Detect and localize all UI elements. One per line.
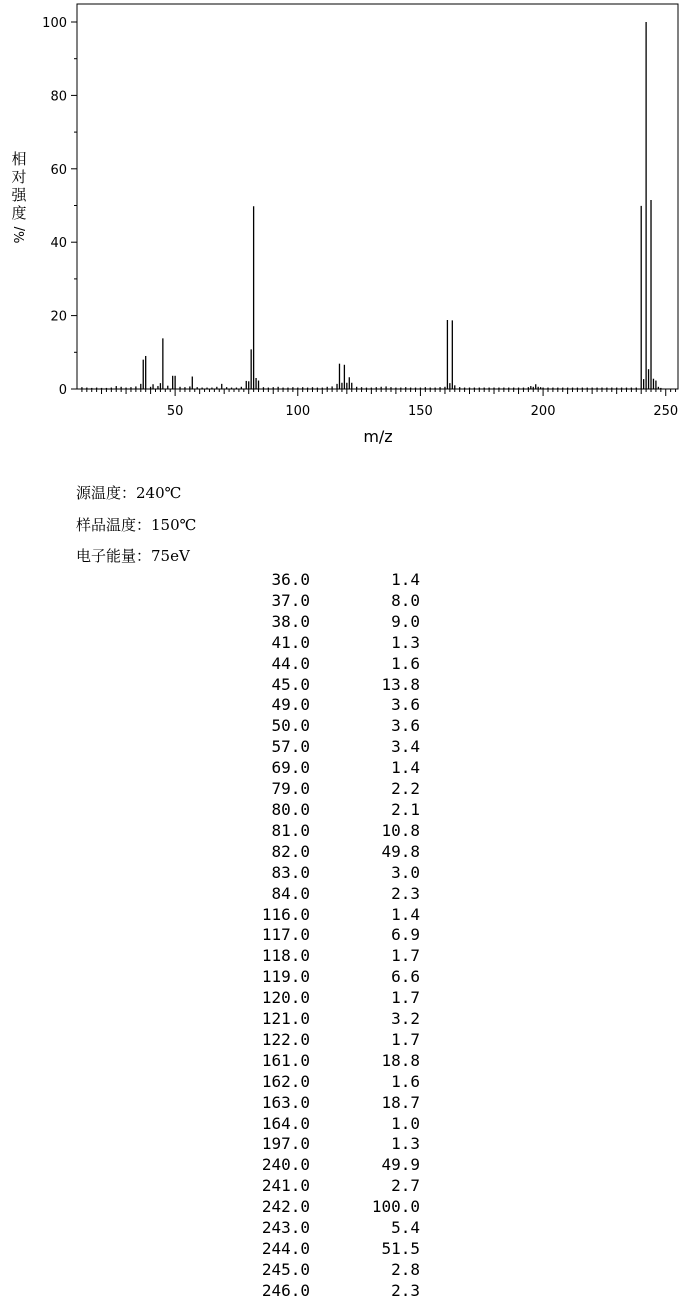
y-tick-label: 40 [50, 236, 67, 252]
peak-mz: 122.0 [261, 1029, 310, 1049]
peak-abundance: 9.0 [391, 611, 420, 631]
peak-mz: 83.0 [271, 862, 310, 882]
peak-row [230, 633, 420, 654]
peak-row [230, 1114, 420, 1135]
peak-row [230, 800, 420, 821]
peak-abundance: 2.2 [391, 779, 420, 799]
peak-row [230, 591, 420, 612]
peak-abundance: 1.6 [391, 1071, 420, 1091]
peak-mz: 242.0 [261, 1197, 310, 1217]
peak-row [230, 716, 420, 737]
y-tick-label: 20 [50, 309, 67, 325]
peak-mz: 121.0 [261, 1009, 310, 1029]
peak-mz: 164.0 [261, 1113, 310, 1133]
peak-mz: 197.0 [261, 1134, 310, 1154]
peak-mz: 120.0 [261, 988, 310, 1008]
peak-row [230, 988, 420, 1009]
peak-abundance: 51.5 [381, 1239, 420, 1258]
peak-row [230, 905, 420, 926]
peak-mz: 116.0 [261, 904, 310, 924]
mass-spectrum-chart [0, 0, 680, 460]
peak-mz: 244.0 [261, 1239, 310, 1258]
peak-row [230, 779, 420, 800]
peak-row [230, 946, 420, 967]
peak-row [230, 612, 420, 633]
peak-mz: 246.0 [261, 1280, 310, 1300]
peak-row [230, 1197, 420, 1218]
y-axis-label [10, 150, 32, 244]
peak-abundance: 18.8 [381, 1050, 420, 1070]
peak-abundance: 5.4 [391, 1218, 420, 1238]
peak-row [230, 570, 420, 591]
x-tick-label: 250 [653, 404, 679, 419]
y-tick-label: 0 [58, 383, 67, 398]
peak-table [230, 570, 420, 1302]
x-tick-label: 200 [530, 404, 556, 419]
peak-row [230, 737, 420, 758]
peak-row [230, 695, 420, 716]
peak-abundance: 1.4 [391, 904, 420, 924]
peak-mz: 37.0 [271, 590, 310, 610]
peak-mz: 119.0 [261, 967, 310, 987]
electron-energy: 电子能量：75eV [76, 547, 190, 565]
peak-abundance: 1.7 [391, 1029, 420, 1049]
peak-row [230, 1134, 420, 1155]
sample-temperature: 样品温度：150℃ [76, 516, 197, 534]
peak-abundance: 1.4 [391, 570, 420, 589]
peak-mz: 50.0 [271, 716, 310, 736]
peak-abundance: 1.4 [391, 758, 420, 778]
peak-mz: 245.0 [261, 1259, 310, 1279]
peak-mz: 80.0 [271, 799, 310, 819]
peak-row [230, 884, 420, 905]
peak-abundance: 3.4 [391, 737, 420, 757]
peak-abundance: 13.8 [381, 674, 420, 694]
peak-abundance: 18.7 [381, 1092, 420, 1112]
peak-row [230, 1030, 420, 1051]
peak-row [230, 758, 420, 779]
peak-mz: 161.0 [261, 1050, 310, 1070]
peak-mz: 163.0 [261, 1092, 310, 1112]
x-axis-label: m/z [363, 427, 393, 446]
peak-mz: 69.0 [271, 758, 310, 778]
peak-row [230, 863, 420, 884]
peak-abundance: 1.6 [391, 653, 420, 673]
peak-row [230, 842, 420, 863]
peak-mz: 38.0 [271, 611, 310, 631]
peak-mz: 44.0 [271, 653, 310, 673]
peak-mz: 240.0 [261, 1155, 310, 1175]
plot-frame [77, 4, 678, 389]
peak-mz: 45.0 [271, 674, 310, 694]
peak-abundance: 10.8 [381, 820, 420, 840]
peak-row [230, 1051, 420, 1072]
peak-mz: 162.0 [261, 1071, 310, 1091]
peak-abundance: 6.6 [391, 967, 420, 987]
peak-abundance: 1.7 [391, 988, 420, 1008]
x-tick-label: 50 [166, 404, 184, 419]
peak-mz: 81.0 [271, 820, 310, 840]
y-axis-unit: %/ [13, 226, 28, 244]
peak-row [230, 1260, 420, 1281]
peak-abundance: 3.0 [391, 862, 420, 882]
x-tick-label: 150 [408, 404, 433, 419]
peak-mz: 243.0 [261, 1218, 310, 1238]
peak-abundance: 3.6 [391, 716, 420, 736]
peak-row [230, 1176, 420, 1197]
peak-abundance: 2.1 [391, 799, 420, 819]
x-tick-label: 100 [285, 404, 311, 419]
peak-row [230, 1072, 420, 1093]
peak-mz: 241.0 [261, 1176, 310, 1196]
y-axis [42, 16, 77, 398]
peak-abundance: 2.3 [391, 883, 420, 903]
peak-row [230, 925, 420, 946]
peak-abundance: 1.7 [391, 946, 420, 966]
peak-abundance: 49.9 [381, 1155, 420, 1175]
peak-row [230, 1281, 420, 1302]
peak-abundance: 3.2 [391, 1009, 420, 1029]
peak-row [230, 1155, 420, 1176]
peak-mz: 118.0 [261, 946, 310, 966]
y-tick-label: 80 [50, 89, 67, 105]
y-tick-label: 100 [42, 16, 67, 31]
peak-abundance: 6.9 [391, 925, 420, 945]
peak-abundance: 1.3 [391, 632, 420, 652]
peak-mz: 82.0 [271, 841, 310, 861]
peak-row [230, 654, 420, 675]
peak-mz: 41.0 [271, 632, 310, 652]
peak-row [230, 821, 420, 842]
peak-mz: 57.0 [271, 737, 310, 757]
y-tick-label: 60 [50, 162, 67, 178]
peak-row [230, 1239, 420, 1260]
peak-bars [82, 22, 661, 389]
x-axis [82, 389, 678, 419]
peak-row [230, 967, 420, 988]
y-axis-label-text: 相对强度 [11, 150, 27, 222]
peak-mz: 79.0 [271, 779, 310, 799]
peak-abundance: 8.0 [391, 590, 420, 610]
peak-abundance: 100.0 [371, 1197, 420, 1217]
peak-abundance: 2.3 [391, 1280, 420, 1300]
peak-row [230, 1218, 420, 1239]
peak-mz: 84.0 [271, 883, 310, 903]
peak-row [230, 1009, 420, 1030]
peak-abundance: 1.0 [391, 1113, 420, 1133]
source-temperature: 源温度：240℃ [76, 484, 182, 502]
peak-mz: 49.0 [271, 695, 310, 715]
peak-abundance: 49.8 [381, 841, 420, 861]
peak-abundance: 2.8 [391, 1259, 420, 1279]
peak-abundance: 2.7 [391, 1176, 420, 1196]
peak-abundance: 3.6 [391, 695, 420, 715]
peak-row [230, 675, 420, 696]
peak-abundance: 1.3 [391, 1134, 420, 1154]
peak-mz: 117.0 [261, 925, 310, 945]
peak-mz: 36.0 [271, 570, 310, 589]
peak-row [230, 1093, 420, 1114]
